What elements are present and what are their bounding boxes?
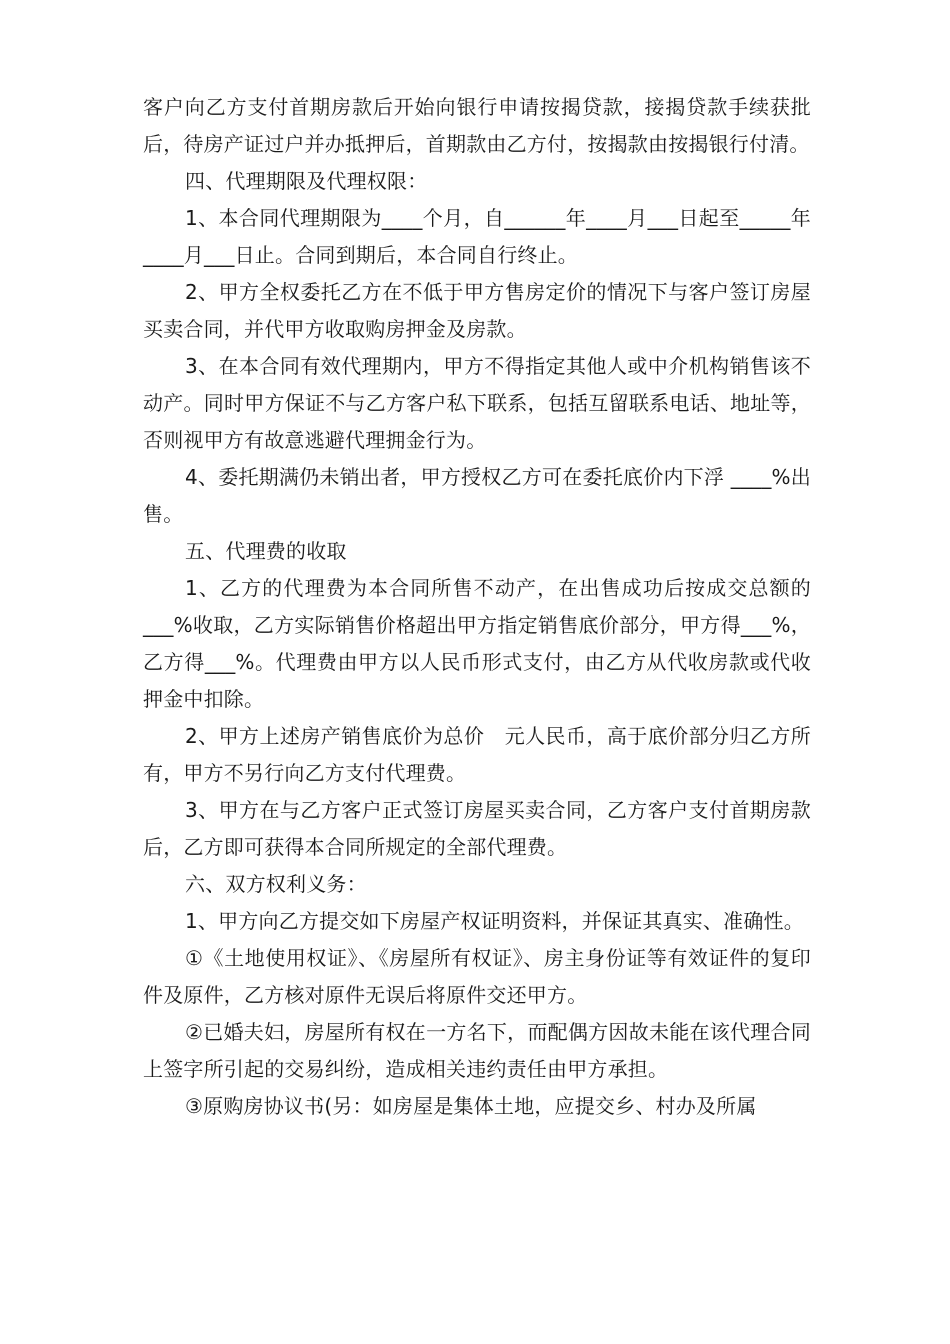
paragraph-certificates: ①《土地使用权证》、《房屋所有权证》、房主身份证等有效证件的复印件及原件，乙方核对原件无误后将原件交还甲方。	[143, 946, 811, 1007]
paragraph-price-reduction: 4、委托期满仍未销出者，甲方授权乙方可在委托底价内下浮 ____%出售。	[143, 465, 811, 526]
document-body	[143, 89, 811, 1125]
paragraph-exclusive-agency: 3、在本合同有效代理期内，甲方不得指定其他人或中介机构销售该不动产。同时甲方保证不与乙方客户私下联系，包括互留联系电话、地址等，否则视甲方有故意逃避代理拥金行为。	[143, 354, 811, 452]
paragraph-fee-entitlement: 3、甲方在与乙方客户正式签订房屋买卖合同，乙方客户支付首期房款后，乙方即可获得本合同所规定的全部代理费。	[143, 798, 811, 859]
section-heading-agency-term: 四、代理期限及代理权限：	[185, 169, 428, 193]
paragraph-fee-rate: 1、乙方的代理费为本合同所售不动产，在出售成功后按成交总额的___%收取，乙方实际销售价格超出甲方指定销售底价部分，甲方得___%，乙方得___%。代理费由甲方以人民币形式支付，由乙方从代收房款或代收押金中扣除。	[143, 576, 811, 711]
section-heading-agency-fee: 五、代理费的收取	[185, 539, 347, 563]
paragraph-agency-period: 1、本合同代理期限为____个月，自______年____月___日起至_____年____月___日止。合同到期后，本合同自行终止。	[143, 206, 811, 267]
section-heading-rights-obligations: 六、双方权利义务：	[185, 872, 367, 896]
paragraph-full-authorization: 2、甲方全权委托乙方在不低于甲方售房定价的情况下与客户签订房屋买卖合同，并代甲方收取购房押金及房款。	[143, 280, 811, 341]
paragraph-mortgage-payment: 客户向乙方支付首期房款后开始向银行申请按揭贷款，接揭贷款手续获批后，待房产证过户并办抵押后，首期款由乙方付，按揭款由按揭银行付清。	[143, 95, 811, 156]
paragraph-base-price: 2、甲方上述房产销售底价为总价 元人民币，高于底价部分归乙方所有，甲方不另行向乙方支付代理费。	[143, 724, 811, 785]
paragraph-property-documents: 1、甲方向乙方提交如下房屋产权证明资料，并保证其真实、准确性。	[185, 909, 804, 933]
paragraph-married-couple: ②已婚夫妇，房屋所有权在一方名下，而配偶方因故未能在该代理合同上签字所引起的交易纠纷，造成相关违约责任由甲方承担。	[143, 1020, 811, 1081]
paragraph-original-agreement: ③原购房协议书(另：如房屋是集体土地，应提交乡、村办及所属	[185, 1094, 757, 1118]
